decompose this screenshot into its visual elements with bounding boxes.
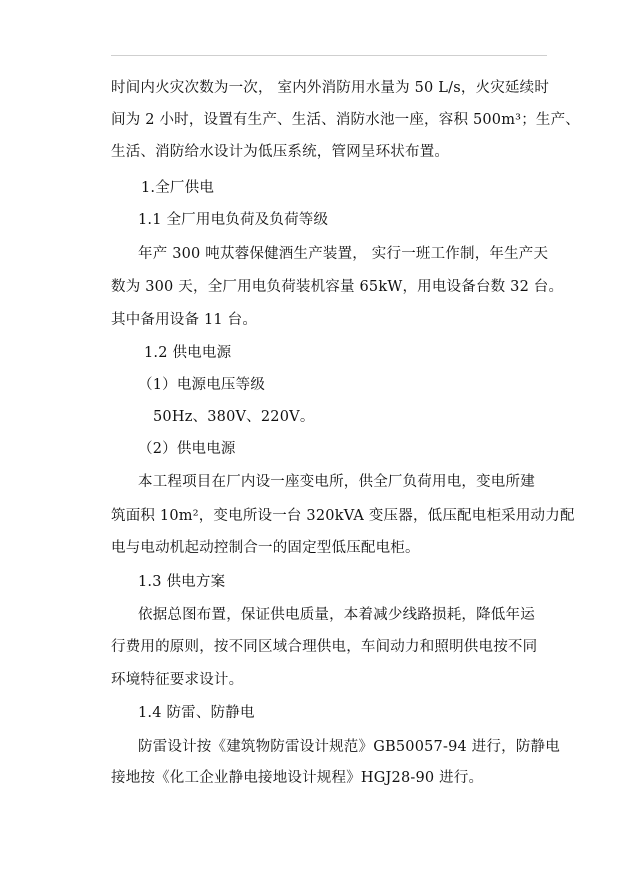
- subsection-heading: 1.4 防雷、防静电: [138, 705, 255, 721]
- body-line: 依据总图布置，保证供电质量，本着减少线路损耗，降低年运: [138, 607, 535, 623]
- body-line: 行费用的原则，按不同区域合理供电，车间动力和照明供电按不同: [111, 639, 538, 655]
- body-line: 筑面积 10m²，变电所设一台 320kVA 变压器，低压配电柜采用动力配: [111, 508, 575, 524]
- body-line: 环境特征要求设计。: [111, 672, 244, 688]
- body-line: 其中备用设备 11 台。: [111, 312, 258, 328]
- body-line: 时间内火灾次数为一次， 室内外消防用水量为 50 L/s，火灾延续时: [111, 80, 550, 96]
- section-heading: 1.全厂供电: [141, 180, 215, 196]
- list-heading: （1）电源电压等级: [138, 377, 266, 393]
- body-line: 本工程项目在厂内设一座变电所，供全厂负荷用电，变电所建: [138, 474, 535, 490]
- body-line: 间为 2 小时，设置有生产、生活、消防水池一座，容积 500m³；生产、: [111, 112, 580, 128]
- header-divider: [111, 55, 547, 56]
- subsection-heading: 1.1 全厂用电负荷及负荷等级: [138, 212, 329, 228]
- body-line: 接地按《化工企业静电接地设计规程》HGJ28-90 进行。: [111, 770, 484, 786]
- body-line: 生活、消防给水设计为低压系统，管网呈环状布置。: [111, 144, 450, 160]
- subsection-heading: 1.2 供电电源: [144, 345, 232, 361]
- body-line: 防雷设计按《建筑物防雷设计规范》GB50057-94 进行，防静电: [138, 739, 560, 755]
- body-line: 电与电动机起动控制合一的固定型低压配电柜。: [111, 540, 420, 556]
- subsection-heading: 1.3 供电方案: [138, 574, 226, 590]
- body-line: 年产 300 吨苁蓉保健酒生产装置， 实行一班工作制，年生产天: [138, 246, 549, 262]
- body-line: 50Hz、380V、220V。: [153, 409, 315, 425]
- list-heading: （2）供电电源: [138, 441, 236, 457]
- body-line: 数为 300 天，全厂用电负荷装机容量 65kW，用电设备台数 32 台。: [111, 279, 564, 295]
